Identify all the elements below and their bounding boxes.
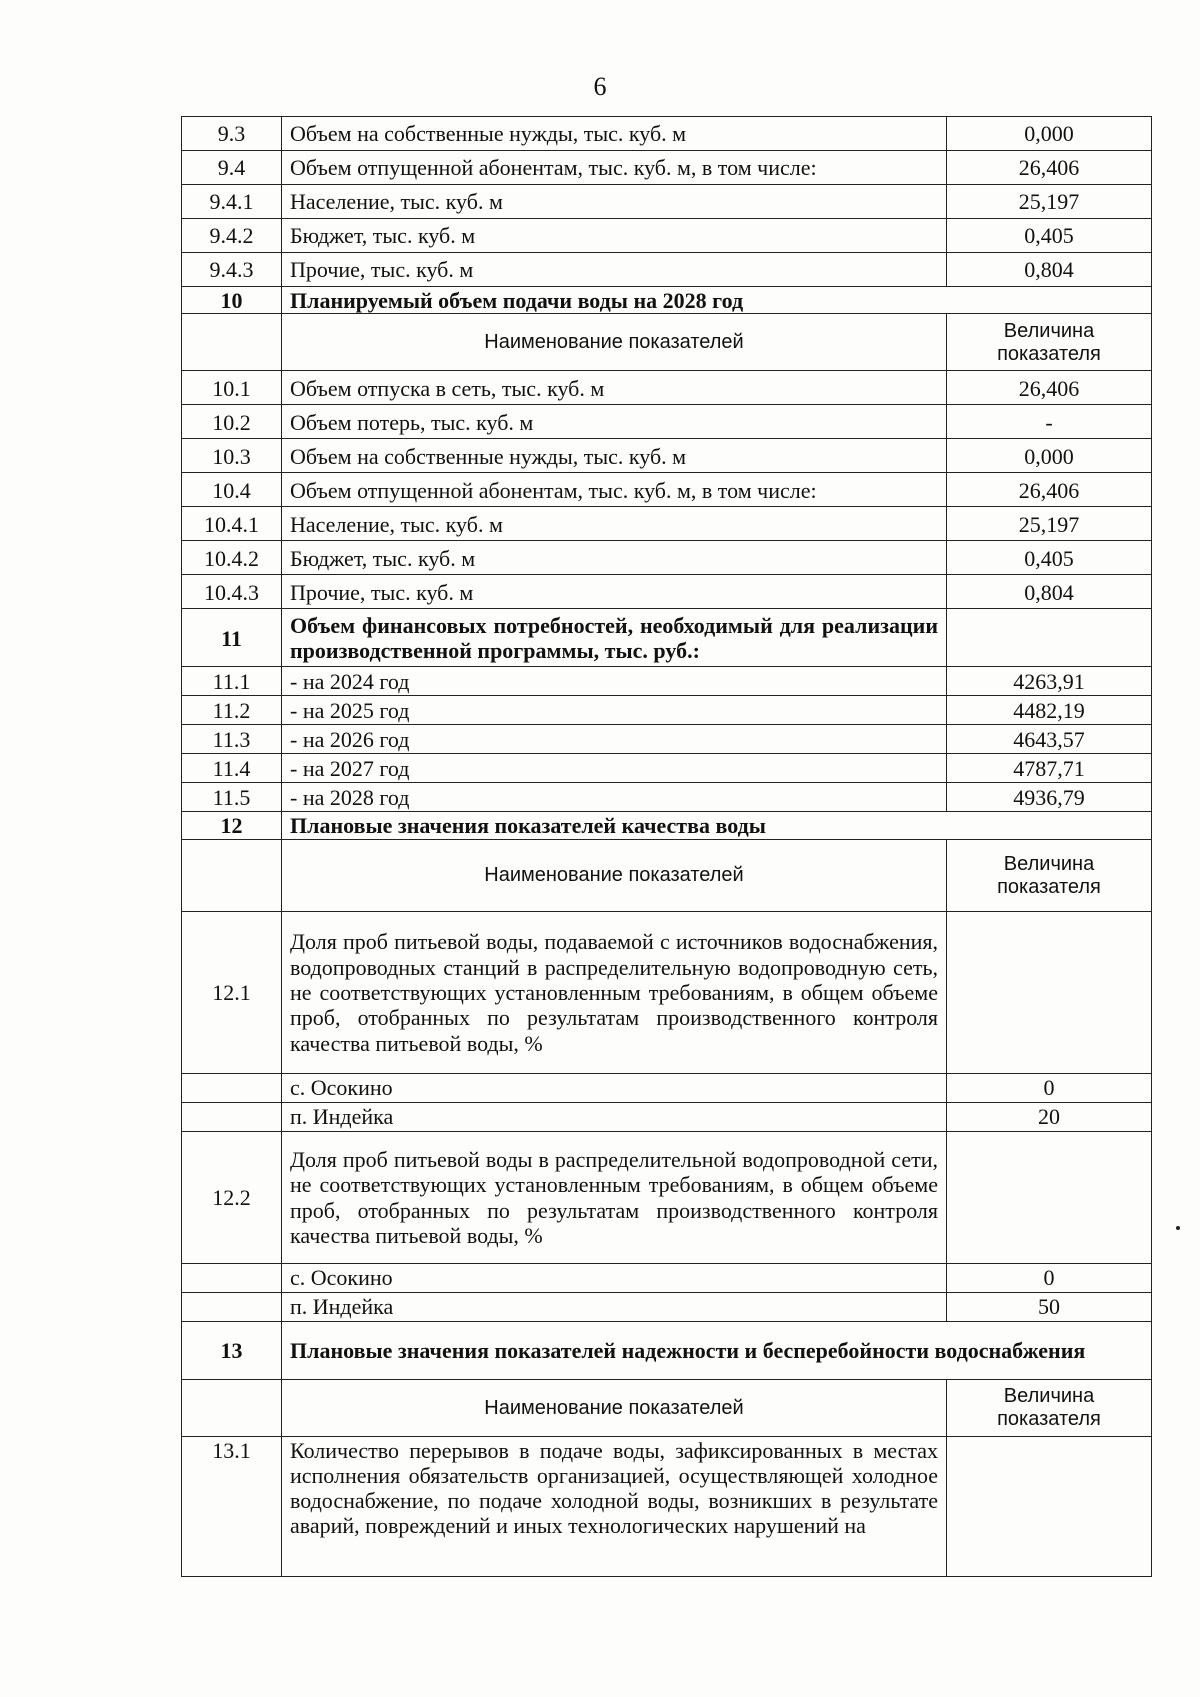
- table-row: [182, 1292, 1152, 1321]
- empty-number-cell: [182, 1263, 282, 1292]
- header-empty-cell: [182, 314, 282, 371]
- row-number: 10.2: [182, 405, 282, 439]
- indicator-name: Объем потерь, тыс. куб. м: [282, 405, 947, 439]
- indicator-value: 4263,91: [947, 667, 1152, 696]
- indicator-value: 50: [947, 1292, 1152, 1321]
- header-empty-cell: [182, 839, 282, 911]
- indicator-name: - на 2025 год: [282, 696, 947, 725]
- indicator-value: 26,406: [947, 151, 1152, 185]
- indicator-name: Доля проб питьевой воды в распределительной водопроводной сети, не соответствующих установленным требованиям, в общем объеме проб, отобранных по результатам производственного контроля качества питьевой воды, %: [282, 1131, 947, 1263]
- table-header-row: [182, 314, 1152, 371]
- locality-name: п. Индейка: [282, 1102, 947, 1131]
- section-row: [182, 287, 1152, 314]
- row-number: 13.1: [182, 1436, 282, 1576]
- table-row: [182, 725, 1152, 754]
- indicator-value: 26,406: [947, 473, 1152, 507]
- indicator-value: 4787,71: [947, 754, 1152, 783]
- section-title: Объем финансовых потребностей, необходимый для реализации производственной программы, тыс. руб.:: [282, 609, 947, 667]
- section-title: Плановые значения показателей качества воды: [282, 812, 1152, 839]
- row-number: 10.4.2: [182, 541, 282, 575]
- section-number: 12: [182, 812, 282, 839]
- header-indicator-value: Величина показателя: [947, 839, 1152, 911]
- table-row: [182, 783, 1152, 812]
- indicator-value: 25,197: [947, 507, 1152, 541]
- row-number: 9.4.2: [182, 219, 282, 253]
- header-empty-cell: [182, 1379, 282, 1436]
- table-row: [182, 151, 1152, 185]
- indicator-name: Прочие, тыс. куб. м: [282, 575, 947, 609]
- indicators-table: [181, 116, 1152, 1577]
- indicator-value: 0: [947, 1263, 1152, 1292]
- section-row: [182, 609, 1152, 667]
- locality-name: с. Осокино: [282, 1073, 947, 1102]
- row-number: 10.1: [182, 371, 282, 405]
- empty-number-cell: [182, 1073, 282, 1102]
- table-row: [182, 219, 1152, 253]
- table-row: [182, 473, 1152, 507]
- header-indicator-name: Наименование показателей: [282, 314, 947, 371]
- row-number: 9.4.3: [182, 253, 282, 287]
- header-indicator-name: Наименование показателей: [282, 839, 947, 911]
- section-number: 11: [182, 609, 282, 667]
- table-row: [182, 911, 1152, 1073]
- indicator-name: Прочие, тыс. куб. м: [282, 253, 947, 287]
- indicator-value: 0,000: [947, 439, 1152, 473]
- empty-value-cell: [947, 609, 1152, 667]
- row-number: 12.2: [182, 1131, 282, 1263]
- table-row: [182, 405, 1152, 439]
- header-indicator-name: Наименование показателей: [282, 1379, 947, 1436]
- header-indicator-value: Величина показателя: [947, 1379, 1152, 1436]
- indicator-value: 0,000: [947, 117, 1152, 151]
- table-row: [182, 575, 1152, 609]
- table-row: [182, 754, 1152, 783]
- table-row: [182, 667, 1152, 696]
- indicator-name: Объем на собственные нужды, тыс. куб. м: [282, 439, 947, 473]
- row-number: 10.4.1: [182, 507, 282, 541]
- table-row: [182, 696, 1152, 725]
- table-header-row: [182, 839, 1152, 911]
- indicator-name: Объем отпущенной абонентам, тыс. куб. м, в том числе:: [282, 473, 947, 507]
- indicator-name: - на 2028 год: [282, 783, 947, 812]
- indicator-value: -: [947, 405, 1152, 439]
- indicator-value: 4482,19: [947, 696, 1152, 725]
- section-row: [182, 812, 1152, 839]
- section-title: Плановые значения показателей надежности и бесперебойности водоснабжения: [282, 1321, 1152, 1379]
- table-row: [182, 507, 1152, 541]
- section-row: [182, 1321, 1152, 1379]
- section-number: 10: [182, 287, 282, 314]
- table-row: [182, 117, 1152, 151]
- table-row: [182, 1102, 1152, 1131]
- row-number: 11.1: [182, 667, 282, 696]
- indicator-name: - на 2027 год: [282, 754, 947, 783]
- row-number: 10.4: [182, 473, 282, 507]
- scan-speck: [1176, 1226, 1180, 1230]
- indicator-name: - на 2026 год: [282, 725, 947, 754]
- table-row: [182, 253, 1152, 287]
- table-row: [182, 371, 1152, 405]
- indicator-value: 4643,57: [947, 725, 1152, 754]
- indicator-name: Объем на собственные нужды, тыс. куб. м: [282, 117, 947, 151]
- indicator-name: Бюджет, тыс. куб. м: [282, 219, 947, 253]
- indicator-name: Население, тыс. куб. м: [282, 507, 947, 541]
- row-number: 11.5: [182, 783, 282, 812]
- empty-number-cell: [182, 1102, 282, 1131]
- empty-value-cell: [947, 1131, 1152, 1263]
- table-row: [182, 185, 1152, 219]
- section-title: Планируемый объем подачи воды на 2028 год: [282, 287, 1152, 314]
- table-row: [182, 1073, 1152, 1102]
- indicator-name: Бюджет, тыс. куб. м: [282, 541, 947, 575]
- indicator-name: - на 2024 год: [282, 667, 947, 696]
- indicator-name: Доля проб питьевой воды, подаваемой с источников водоснабжения, водопроводных станций в распределительную водопроводную сеть, не соответствующих установленным требованиям, в общем объеме проб, отобранных по результатам производственного контроля качества питьевой воды, %: [282, 911, 947, 1073]
- row-number: 9.4: [182, 151, 282, 185]
- table-row: [182, 439, 1152, 473]
- locality-name: с. Осокино: [282, 1263, 947, 1292]
- indicator-value: 0,804: [947, 575, 1152, 609]
- header-indicator-value: Величина показателя: [947, 314, 1152, 371]
- indicator-name: Объем отпуска в сеть, тыс. куб. м: [282, 371, 947, 405]
- empty-number-cell: [182, 1292, 282, 1321]
- table-row: [182, 1436, 1152, 1576]
- row-number: 10.3: [182, 439, 282, 473]
- row-number: 9.4.1: [182, 185, 282, 219]
- indicator-name: Количество перерывов в подаче воды, зафиксированных в местах исполнения обязательств организацией, осуществляющей холодное водоснабжение, по подаче холодной воды, возникших в результате аварий, повреждений и иных технологических нарушений на: [282, 1436, 947, 1576]
- empty-value-cell: [947, 1436, 1152, 1576]
- indicator-name: Население, тыс. куб. м: [282, 185, 947, 219]
- indicator-value: 25,197: [947, 185, 1152, 219]
- row-number: 10.4.3: [182, 575, 282, 609]
- indicator-value: 20: [947, 1102, 1152, 1131]
- locality-name: п. Индейка: [282, 1292, 947, 1321]
- indicator-value: 4936,79: [947, 783, 1152, 812]
- row-number: 11.2: [182, 696, 282, 725]
- row-number: 9.3: [182, 117, 282, 151]
- indicator-value: 0,405: [947, 541, 1152, 575]
- table-header-row: [182, 1379, 1152, 1436]
- table-row: [182, 541, 1152, 575]
- page-number: 6: [593, 72, 607, 101]
- row-number: 11.4: [182, 754, 282, 783]
- indicator-value: 26,406: [947, 371, 1152, 405]
- section-number: 13: [182, 1321, 282, 1379]
- indicator-value: 0,804: [947, 253, 1152, 287]
- indicator-name: Объем отпущенной абонентам, тыс. куб. м, в том числе:: [282, 151, 947, 185]
- table-row: [182, 1263, 1152, 1292]
- indicator-value: 0: [947, 1073, 1152, 1102]
- empty-value-cell: [947, 911, 1152, 1073]
- row-number: 12.1: [182, 911, 282, 1073]
- indicator-value: 0,405: [947, 219, 1152, 253]
- table-row: [182, 1131, 1152, 1263]
- row-number: 11.3: [182, 725, 282, 754]
